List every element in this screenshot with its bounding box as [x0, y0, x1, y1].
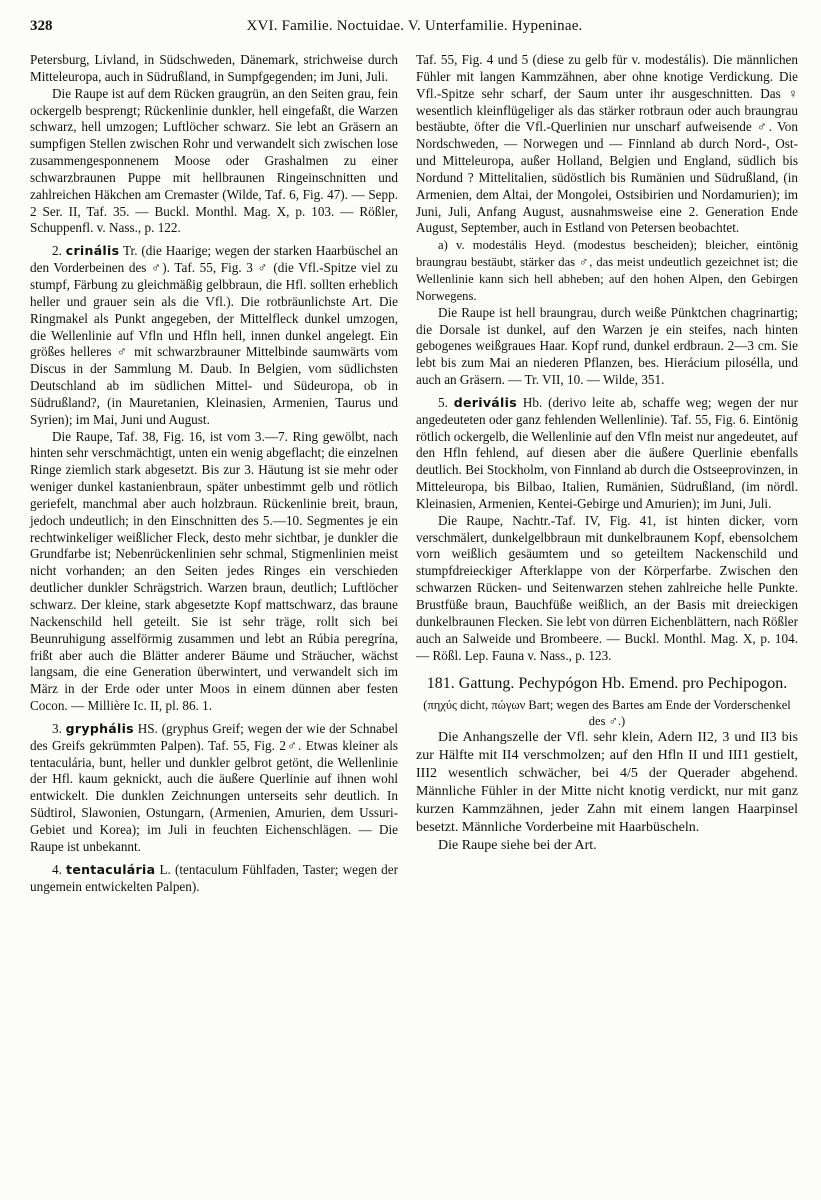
- paragraph: Die Raupe ist hell braungrau, durch weiße Pünktchen chagrinartig; die Dorsale ist dunkel, auf den Warzen je ein steifes, nach hinten gebogenes weißgraues Haar. Kopf rund, dunkel erdbraun. 2—3 cm. Sie lebt bis zum Mai an niederen Pflanzen, bes. Hierácium pilosélla, und auch an Gräsern. — Tr. VII, 10. — Wilde, 351.: [416, 304, 798, 388]
- species-number: 4.: [52, 861, 62, 877]
- genus-description: Die Anhangszelle der Vfl. sehr klein, Adern II2, 3 und II3 bis zur Hälfte mit II4 verschmolzen; auf den Hfln II und III1 gestielt, III2 wesentlich schwächer, bei 4/5 der Querader abgehend. Männliche Fühler in der Mitte nicht knotig verdickt, nur mit ganz kurzen Kammzähnen, jeder Zahn mit einem langen Haarpinsel besetzt. Männliche Vorderbeine mit Haarbüscheln.: [416, 730, 798, 836]
- right-column: [416, 52, 798, 855]
- species-name: derivális: [453, 394, 517, 410]
- species-number: 5.: [438, 394, 448, 410]
- species-text: HS. (gryphus Greif; wegen der wie der Schnabel des Greifs gekrümmten Palpen). Taf. 55, Fig. 2♂. Etwas kleiner als tentaculária, bunt, heller und dunkler gelbrot getönt, die Wellenlinie der Hfl. kaum geknickt, auch die äußere Querlinie auf ihnen wohl entwickelt. Die dunklen Zeichnungen unterseits sehr deutlich. In Südtirol, Slawonien, Ostungarn, (Armenien, Amurien, dem Ussuri-Gebiet und Korea); im Juli in feuchten Eichenschlägen. — Die Raupe ist unbekannt.: [30, 720, 398, 854]
- species-name: crinális: [65, 243, 120, 259]
- species-text: L. (tentaculum Fühlfaden, Taster; wegen der ungemein entwickelten Palpen).: [30, 861, 399, 894]
- paragraph: Taf. 55, Fig. 4 und 5 (diese zu gelb für v. modestális). Die männlichen Fühler mit langen Kammzähnen, aber ohne knotige Verdickung. Die Vfl.-Spitze sehr scharf, der Saum unter ihr ausgeschnitten. Das ♀ wesentlich kleinflügeliger als das stärker rotbraun oder auch braungrau bestäubte, öfter die Vfl.-Querlinien nur unscharf aufweisende ♂. Von Nordschweden, — Norwegen und — Finnland ab durch Nord-, Ost- und Mitteleuropa, außer Holland, Belgien und England, südlich bis Nordund ? Mittelitalien, südöstlich bis Rumänien und Südrußland, (in Armenien, dem Altai, der Mongolei, Ostsibirien und Nordamurien); im Juni, Juli, Anfang August, ausnahmsweise eine 2. Generation Ende August, September, auch in Estland von Petersen beobachtet.: [416, 52, 798, 236]
- paragraph: Die Raupe ist auf dem Rücken graugrün, an den Seiten grau, fein ockergelb besprengt; Rückenlinie dunkler, hell eingefaßt, die Warzen schwarz, hell umzogen; Luftlöcher schwarz. Sie lebt an Gräsern an sumpfigen Stellen zwischen Rohr und verwandelt sich zwischen lose zusammengesponnenem Moose oder Grashalmen zu einer schwarzbraunen Puppe mit hellbraunen Ringeinschnitten und zahlreichen Häkchen am Cremaster (Wilde, Taf. 6, Fig. 47). — Sepp. 2 Ser. II, Taf. 35. — Buckl. Monthl. Mag. X, p. 103. — Rößler, Schuppenfl. v. Nass., p. 122.: [30, 85, 398, 236]
- running-title: XVI. Familie. Noctuidae. V. Unterfamilie. Hypeninae.: [246, 18, 583, 34]
- species-entry: [30, 721, 398, 856]
- species-name: gryphális: [65, 720, 134, 736]
- species-text: Tr. (die Haarige; wegen der starken Haarbüschel an den Vorderbeinen des ♂). Taf. 55, Fig. 3 ♂ (die Vfl.-Spitze viel zu stumpf, Färbung zu gleichmäßig gelbbraun, die Hfl. sollten erheblich heller und grauer sein als die Vfl.). Die rotbräunlichste Art. Die Ringmakel als Punkt angegeben, der Mittelfleck dunkel umzogen, die Wellenlinie auf Vfln und Hfln hell, innen dunkel angelegt. Ein größes helleres ♂ mit schwarzbrauner Mittelbinde saumwärts vom Discus in der Sammlung M. Daub. In Belgien, vom südlichsten Deutschland ab im südlichen Mittel- und Südeuropa, ob in Südrußland?, (in Mauretanien, Kleinasien, Armenien, Taurus und Syrien); im Mai, Juni und August.: [30, 243, 398, 427]
- species-text: Hb. (derivo leite ab, schaffe weg; wegen der nur angedeuteten oder ganz fehlenden Wellenlinie). Taf. 55, Fig. 6. Eintönig rötlich ockergelb, die Wellenlinie auf den Vfln meist nur angedeutet, auf den Hfln fehlend, auf diesen aber die äußere Querlinie ebenfalls deutlich. Bei Stockholm, von Finnland ab durch die Ostseeprovinzen, in Mitteleuropa, bis Bilbao, Italien, Rumänien, Südrußland, (im nördl. Kleinasien, Armenien, Kentei-Gebirge und Amurien); im Juni, Juli.: [416, 394, 799, 511]
- species-number: 2.: [52, 243, 62, 259]
- genus-etymology: (πηχύς dicht, πώγων Bart; wegen des Bartes am Ende der Vorderschenkel des ♂.): [423, 698, 791, 729]
- species-name: tentaculária: [66, 861, 156, 877]
- paragraph: Die Raupe, Nachtr.-Taf. IV, Fig. 41, ist hinten dicker, vorn verschmälert, dunkelgelbbraun mit dunkelbraunem Kopf, ebensolchem vorn weißlich gesäumtem und so geteiltem Nackenschild und stumpfdreieckiger Afterklappe von der Körperfarbe. Zwischen den schwarzen Rücken- und Seitenwarzen stehen zahlreiche helle Punkte. Brustfüße braun, Bauchfüße weißlich, an der Basis mit dreieckigen dunkelbraunen Flecken. Sie lebt von dürren Eichenblättern, nach Rößler auch an Salweide und Brombeere. — Buckl. Monthl. Mag. X, p. 104. — Rößl. Lep. Fauna v. Nass., p. 123.: [416, 512, 798, 663]
- page-header: [30, 18, 799, 44]
- page-number: 328: [30, 18, 53, 34]
- species-entry: [30, 862, 398, 896]
- species-number: 3.: [52, 720, 62, 736]
- genus-larva-note: Die Raupe siehe bei der Art.: [438, 838, 597, 854]
- left-column: [30, 52, 398, 895]
- paragraph: Petersburg, Livland, in Südschweden, Dänemark, strichweise durch Mitteleuropa, auch in Südrußland, in Sumpfgegenden; im Juni, Juli.: [30, 52, 398, 84]
- species-entry: [416, 395, 798, 513]
- paragraph: Die Raupe, Taf. 38, Fig. 16, ist vom 3.—7. Ring gewölbt, nach hinten sehr verschmächtigt, unten ein wenig abgeflacht; die einzelnen Ringe ziemlich stark abgesetzt. Bis zur 3. Häutung ist sie mehr oder weniger dunkel kastanienbraun, später unbestimmt gelb und rötlich geriefelt, manchmal aber auch holzbraun. Rückenlinie breit, braun, jedoch undeutlich; in den Einschnitten des 5.—10. Segmentes je ein rechtwinkeliger weißlicher Fleck, desto mehr sichtbar, je dunkler die Grundfarbe ist; Nebenrückenlinien sehr schmal, Stigmenlinien meist nicht vorhanden; an den Seiten jedes Ringes ein verschieden deutlicher dunkler Schrägstrich. Warzen braun, deutlich; Luftlöcher schwarz. Der kleine, stark abgesetzte Kopf mattschwarz, das braune Nackenschild hell geteilt. Sie ist sehr träge, rollt sich bei Beunruhigung asselförmig zusammen und lebt an Rúbia peregrína, frißt aber auch die Blätter anderer Bäume und Sträucher, wächst langsam, die eine Generation überwintert, und verwandelt sich im März in der Erde oder unter Moos in einem dünnen aber festen Cocon. — Millière Ic. II, pl. 86. 1.: [30, 428, 399, 714]
- species-entry: [30, 243, 398, 428]
- genus-heading: 181. Gattung. Pechypógon Hb. Emend. pro Pechipogon.: [426, 675, 788, 693]
- variety-paragraph: a) v. modestális Heyd. (modestus bescheiden); bleicher, eintönig braungrau bestäubt, stärker das ♂, das meist undeutlich gezeichnet ist; die Wellenlinie kann sich hell abheben; auf den hohen Alpen, den Gebirgen Norwegens.: [416, 238, 798, 303]
